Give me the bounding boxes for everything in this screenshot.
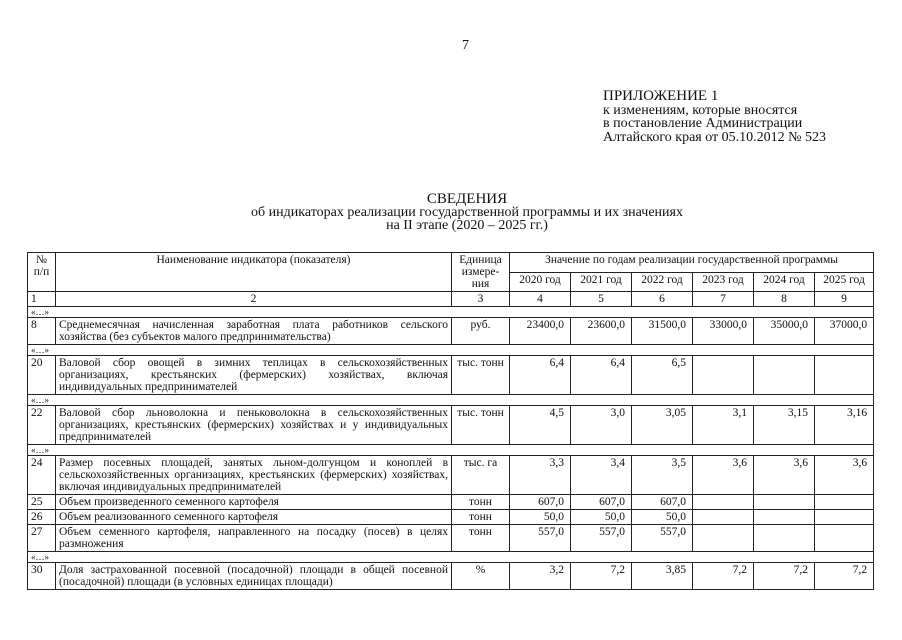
ellipsis-row: «…» (28, 552, 874, 563)
row-value (754, 356, 815, 395)
row-value (693, 495, 754, 510)
row-value: 3,15 (754, 406, 815, 445)
table-row (28, 318, 874, 345)
row-num: 26 (28, 510, 56, 525)
row-value: 6,4 (571, 356, 632, 395)
row-num: 25 (28, 495, 56, 510)
row-value: 6,4 (510, 356, 571, 395)
header-year: 2025 год (815, 272, 874, 292)
index-cell: 5 (571, 292, 632, 307)
row-value: 3,6 (815, 456, 874, 495)
row-value (754, 495, 815, 510)
header-values-group: Значение по годам реализации государственной программы (510, 253, 874, 273)
row-value (693, 525, 754, 552)
row-value: 557,0 (571, 525, 632, 552)
page-number: 7 (462, 38, 469, 53)
row-value: 33000,0 (693, 318, 754, 345)
row-value (754, 510, 815, 525)
row-value: 4,5 (510, 406, 571, 445)
row-value: 3,6 (693, 456, 754, 495)
row-value: 35000,0 (754, 318, 815, 345)
row-name: Объем реализованного семенного картофеля (56, 510, 452, 525)
table-row (28, 356, 874, 395)
table-row (28, 406, 874, 445)
indicators-table (27, 252, 874, 590)
appendix-block (603, 90, 826, 144)
row-unit: тонн (452, 525, 510, 552)
row-num: 20 (28, 356, 56, 395)
row-value: 3,4 (571, 456, 632, 495)
row-value: 607,0 (571, 495, 632, 510)
row-value: 7,2 (815, 563, 874, 590)
header-name: Наименование индикатора (показателя) (56, 253, 452, 292)
header-year: 2023 год (693, 272, 754, 292)
row-value: 7,2 (571, 563, 632, 590)
row-value: 23600,0 (571, 318, 632, 345)
header-num: № п/п (28, 253, 56, 292)
index-cell: 3 (452, 292, 510, 307)
row-value: 3,05 (632, 406, 693, 445)
row-value: 607,0 (632, 495, 693, 510)
row-unit: % (452, 563, 510, 590)
row-num: 27 (28, 525, 56, 552)
row-unit: тыс. тонн (452, 406, 510, 445)
row-name: Объем произведенного семенного картофеля (56, 495, 452, 510)
table-row (28, 563, 874, 590)
row-name: Доля застрахованной посевной (посадочной) площади в общей посевной (посадочной) площади (в условных единицах площади) (56, 563, 452, 590)
appendix-line: к изменениям, которые вносятся (603, 102, 798, 118)
appendix-title: ПРИЛОЖЕНИЕ 1 (603, 88, 719, 104)
row-value: 3,6 (754, 456, 815, 495)
row-value (815, 495, 874, 510)
row-value (815, 510, 874, 525)
row-name: Размер посевных площадей, занятых льном-долгунцом и коноплей в сельскохозяйственных организациях, крестьянских (фермерских) хозяйствах, включая индивидуальных предпринимателей (56, 456, 452, 495)
header-year: 2024 год (754, 272, 815, 292)
row-value: 37000,0 (815, 318, 874, 345)
header-year: 2020 год (510, 272, 571, 292)
row-unit: тонн (452, 510, 510, 525)
row-name: Среднемесячная начисленная заработная плата работников сельского хозяйства (без субъектов малого предпринимательства) (56, 318, 452, 345)
appendix-line: Алтайского края от 05.10.2012 № 523 (603, 129, 827, 145)
row-value: 23400,0 (510, 318, 571, 345)
row-value: 3,0 (571, 406, 632, 445)
row-value (693, 510, 754, 525)
row-value: 50,0 (510, 510, 571, 525)
row-value: 7,2 (754, 563, 815, 590)
index-cell: 4 (510, 292, 571, 307)
document-title: СВЕДЕНИЯ (426, 191, 508, 207)
ellipsis-row: «…» (28, 345, 874, 356)
row-value: 31500,0 (632, 318, 693, 345)
row-value: 3,2 (510, 563, 571, 590)
ellipsis-row: «…» (28, 307, 874, 318)
row-value: 7,2 (693, 563, 754, 590)
document-subtitle: на II этапе (2020 – 2025 гг.) (386, 218, 548, 233)
row-unit: тыс. тонн (452, 356, 510, 395)
row-name: Объем семенного картофеля, направленного на посадку (посев) в целях размножения (56, 525, 452, 552)
row-unit: руб. (452, 318, 510, 345)
index-cell: 6 (632, 292, 693, 307)
row-value (693, 356, 754, 395)
row-unit: тыс. га (452, 456, 510, 495)
table-row (28, 495, 874, 510)
row-value (815, 356, 874, 395)
table-row (28, 525, 874, 552)
row-num: 30 (28, 563, 56, 590)
header-unit: Единица измере-ния (452, 253, 510, 292)
ellipsis-row: «…» (28, 445, 874, 456)
row-value: 3,85 (632, 563, 693, 590)
row-value: 3,1 (693, 406, 754, 445)
row-value (754, 525, 815, 552)
appendix-line: в постановление Администрации (603, 116, 803, 131)
index-cell: 1 (28, 292, 56, 307)
index-cell: 9 (815, 292, 874, 307)
document-heading (0, 193, 902, 232)
row-value: 50,0 (632, 510, 693, 525)
index-cell: 2 (56, 292, 452, 307)
row-value: 3,16 (815, 406, 874, 445)
row-num: 22 (28, 406, 56, 445)
header-year: 2022 год (632, 272, 693, 292)
row-value: 607,0 (510, 495, 571, 510)
row-value: 50,0 (571, 510, 632, 525)
row-value: 557,0 (510, 525, 571, 552)
index-cell: 8 (754, 292, 815, 307)
row-value (815, 525, 874, 552)
row-value: 3,5 (632, 456, 693, 495)
table-row (28, 456, 874, 495)
index-cell: 7 (693, 292, 754, 307)
row-num: 8 (28, 318, 56, 345)
row-name: Валовой сбор овощей в зимних теплицах в сельскохозяйственных организациях, крестьянских (фермерских) хозяйствах, включая индивидуальных предпринимателей (56, 356, 452, 395)
row-value: 3,3 (510, 456, 571, 495)
row-name: Валовой сбор льноволокна и пеньковолокна в сельскохозяйственных организациях, крестьянских (фермерских) хозяйствах и у индивидуальных предпринимателей (56, 406, 452, 445)
header-year: 2021 год (571, 272, 632, 292)
ellipsis-row: «…» (28, 395, 874, 406)
row-unit: тонн (452, 495, 510, 510)
document-subtitle: об индикаторах реализации государственной программы и их значениях (251, 205, 683, 220)
row-value: 6,5 (632, 356, 693, 395)
row-num: 24 (28, 456, 56, 495)
table-row (28, 510, 874, 525)
row-value: 557,0 (632, 525, 693, 552)
